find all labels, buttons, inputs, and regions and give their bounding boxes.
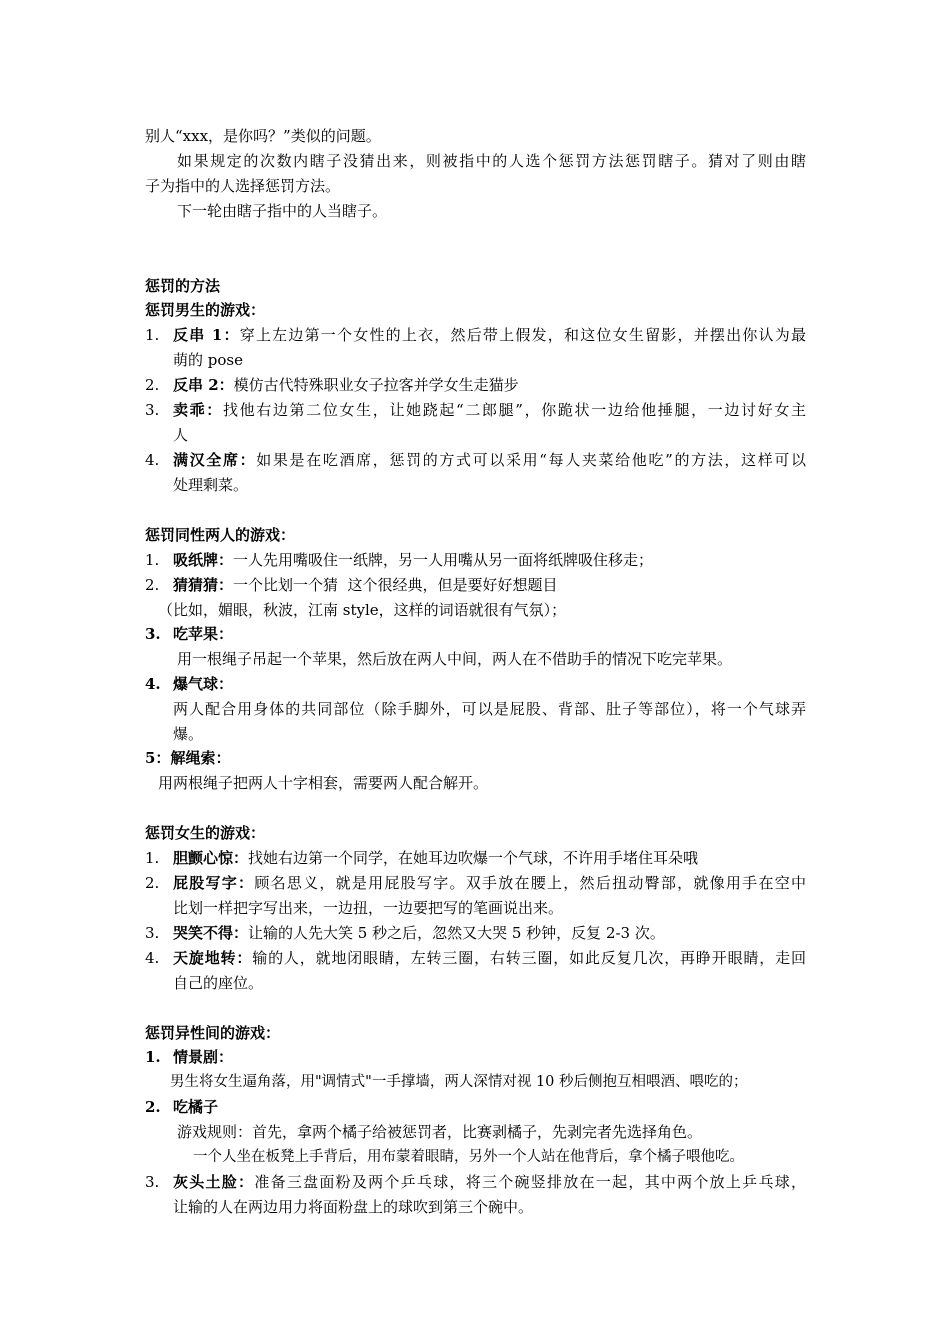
girls-item-4 bbox=[145, 946, 806, 970]
item-title: 吃苹果： bbox=[173, 625, 234, 643]
item-title: 解绳索： bbox=[170, 749, 231, 767]
same-sex-item-5-text: 用两根绳子把两人十字相套，需要两人配合解开。 bbox=[158, 774, 489, 792]
item-title: 天旋地转： bbox=[173, 949, 253, 967]
girls-item-3 bbox=[145, 921, 665, 945]
item-text: 找他右边第二位女生，让她跷起“二郎腿”，你跪状一边给他捶腿，一边讨好女主 bbox=[222, 401, 806, 419]
opposite-item-1 bbox=[145, 1045, 233, 1069]
opposite-item-3-cont: 让输的人在两边用力将面粉盘上的球吹到第三个碗中。 bbox=[173, 1198, 534, 1216]
boys-item-3 bbox=[145, 398, 806, 422]
girls-item-2-cont: 比划一样把字写出来，一边扭，一边要把写的笔画说出来。 bbox=[173, 899, 564, 917]
same-sex-item-5 bbox=[145, 746, 230, 770]
item-text: 穿上左边第一个女性的上衣，然后带上假发，和这位女生留影，并摆出你认为最 bbox=[239, 326, 806, 344]
same-sex-heading: 惩罚同性两人的游戏： bbox=[145, 526, 296, 544]
opposite-item-3 bbox=[145, 1170, 806, 1194]
same-sex-item-4-cont: 爆。 bbox=[173, 725, 204, 743]
intro-line-1: 别人“xxx，是你吗？”类似的问题。 bbox=[145, 127, 381, 145]
opposite-item-2 bbox=[145, 1095, 218, 1119]
item-number: 4. bbox=[145, 949, 160, 967]
same-sex-item-2 bbox=[145, 573, 558, 597]
item-text: 如果是在吃酒席，惩罚的方式可以采用“每人夹菜给他吃”的方法，这样可以 bbox=[256, 451, 806, 469]
intro-line-2: 如果规定的次数内瞎子没猜出来，则被指中的人选个惩罚方法惩罚瞎子。猜对了则由瞎 bbox=[177, 152, 806, 170]
item-title: 吃橘子 bbox=[173, 1098, 219, 1116]
item-text: 输的人，就地闭眼睛，左转三圈，右转三圈，如此反复几次，再睁开眼睛，走回 bbox=[252, 949, 806, 967]
same-sex-item-4 bbox=[145, 672, 233, 696]
item-text: 让输的人先大笑 5 秒之后，忽然又大哭 5 秒钟，反复 2-3 次。 bbox=[248, 924, 665, 942]
item-title: 反串 1： bbox=[173, 326, 240, 344]
item-title: 猜猜猜： bbox=[173, 576, 234, 594]
item-title: 灰头土脸： bbox=[173, 1173, 255, 1191]
item-number: 2. bbox=[145, 576, 160, 594]
item-number: 4. bbox=[145, 675, 161, 693]
opposite-item-1-text: 男生将女生逼角落，用"调情式"一手撑墙，两人深情对视 10 秒后侧抱互相喂酒、喂吃的； bbox=[170, 1074, 748, 1090]
item-number: 2. bbox=[145, 376, 160, 394]
item-text: 准备三盘面粉及两个乒乓球，将三个碗竖排放在一起，其中两个放上乒乓球， bbox=[254, 1173, 806, 1191]
boys-item-4 bbox=[145, 448, 806, 472]
girls-item-4-cont: 自己的座位。 bbox=[173, 974, 264, 992]
item-text: 顾名思义，就是用屁股写字。双手放在腰上，然后扭动臀部，就像用手在空中 bbox=[254, 874, 806, 892]
item-title: 屁股写字： bbox=[173, 874, 255, 892]
same-sex-item-3-text: 用一根绳子吊起一个苹果，然后放在两人中间，两人在不借助手的情况下吃完苹果。 bbox=[177, 650, 733, 668]
section-title: 惩罚的方法 bbox=[145, 277, 221, 295]
opposite-item-2-rules: 游戏规则：首先，拿两个橘子给被惩罚者，比赛剥橘子，先剥完者先选择角色。 bbox=[177, 1123, 703, 1141]
intro-line-4: 下一轮由瞎子指中的人当瞎子。 bbox=[177, 202, 388, 220]
item-title: 哭笑不得： bbox=[173, 924, 249, 942]
item-number: 3. bbox=[145, 1173, 160, 1191]
item-text: 模仿古代特殊职业女子拉客并学女生走猫步 bbox=[233, 376, 519, 394]
boys-heading: 惩罚男生的游戏： bbox=[145, 301, 266, 319]
boys-item-3-cont: 人 bbox=[173, 426, 189, 444]
boys-item-1 bbox=[145, 323, 806, 347]
item-number: 5： bbox=[145, 749, 171, 767]
item-number: 3. bbox=[145, 924, 160, 942]
item-title: 爆气球： bbox=[173, 675, 234, 693]
same-sex-item-2-cont: （比如，媚眼，秋波，江南 style，这样的词语就很有气氛）； bbox=[158, 601, 567, 619]
item-number: 1. bbox=[145, 1048, 161, 1066]
item-title: 卖乖： bbox=[173, 401, 223, 419]
item-title: 满汉全席： bbox=[173, 451, 257, 469]
boys-item-4-cont: 处理剩菜。 bbox=[173, 476, 249, 494]
item-text: 一个比划一个猜 这个很经典，但是要好好想题目 bbox=[233, 576, 558, 594]
intro-line-3: 子为指中的人选择惩罚方法。 bbox=[145, 177, 341, 195]
item-number: 1. bbox=[145, 849, 160, 867]
item-text: 找她右边第一个同学，在她耳边吹爆一个气球，不许用手堵住耳朵哦 bbox=[248, 849, 699, 867]
item-number: 1. bbox=[145, 551, 160, 569]
same-sex-item-3 bbox=[145, 622, 233, 646]
girls-item-1 bbox=[145, 846, 698, 870]
boys-item-1-cont: 萌的 pose bbox=[173, 351, 243, 369]
item-number: 3. bbox=[145, 401, 160, 419]
item-number: 2. bbox=[145, 874, 160, 892]
item-number: 1. bbox=[145, 326, 160, 344]
girls-item-2 bbox=[145, 871, 806, 895]
same-sex-item-1 bbox=[145, 548, 653, 572]
item-title: 胆颤心惊： bbox=[173, 849, 249, 867]
item-text: 一人先用嘴吸住一纸牌，另一人用嘴从另一面将纸牌吸住移走； bbox=[233, 551, 654, 569]
item-number: 2. bbox=[145, 1098, 161, 1116]
opposite-item-2-desc: 一个人坐在板凳上手背后，用布蒙着眼睛，另外一个人站在他背后，拿个橘子喂他吃。 bbox=[193, 1149, 744, 1165]
item-title: 反串 2： bbox=[173, 376, 234, 394]
same-sex-item-4-text: 两人配合用身体的共同部位（除手脚外，可以是屁股、背部、肚子等部位），将一个气球弄 bbox=[173, 700, 806, 718]
item-title: 情景剧： bbox=[173, 1048, 234, 1066]
item-number: 4. bbox=[145, 451, 160, 469]
opposite-heading: 惩罚异性间的游戏： bbox=[145, 1024, 281, 1042]
girls-heading: 惩罚女生的游戏： bbox=[145, 824, 266, 842]
boys-item-2 bbox=[145, 373, 519, 397]
item-number: 3. bbox=[145, 625, 161, 643]
item-title: 吸纸牌： bbox=[173, 551, 234, 569]
